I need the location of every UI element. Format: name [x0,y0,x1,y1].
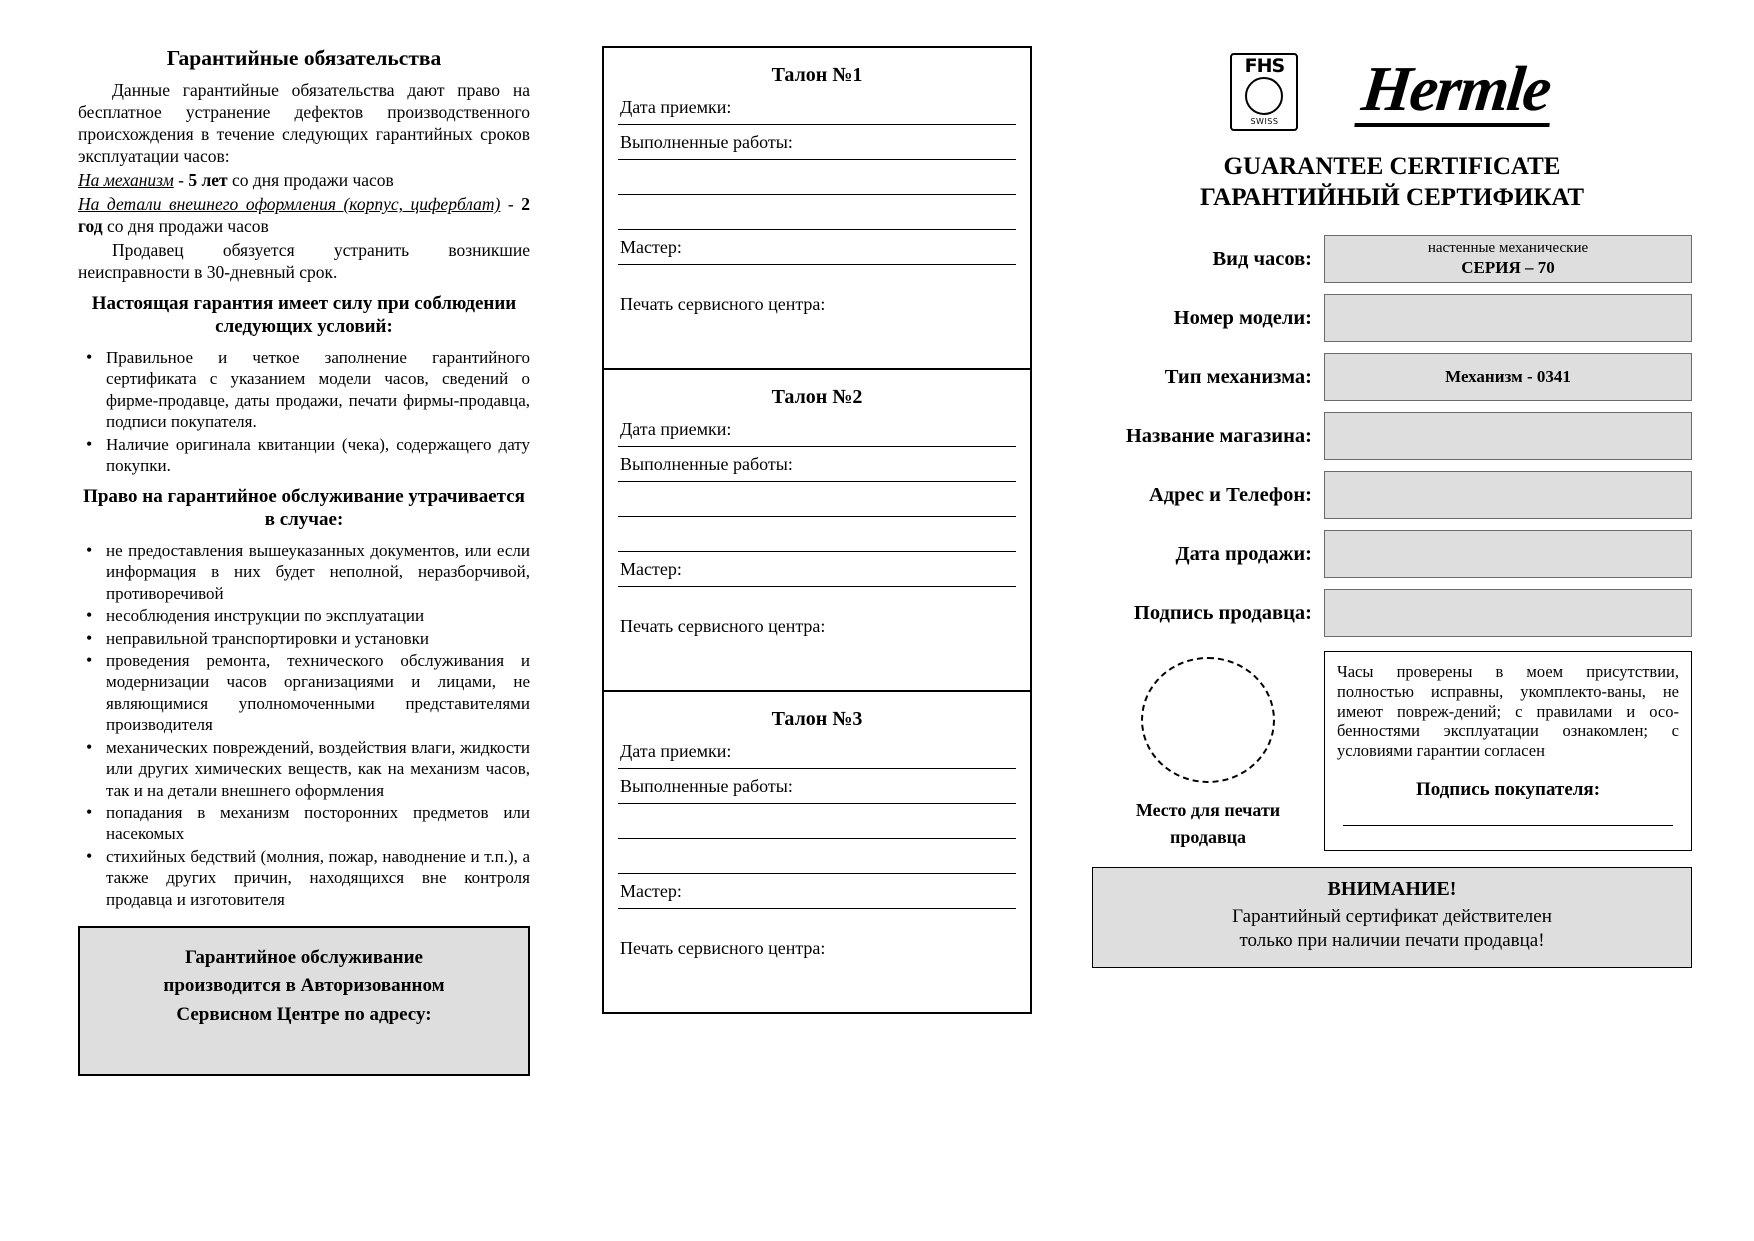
fhs-logo-subtext: SWISS [1250,117,1279,126]
field-model-number-value[interactable] [1324,294,1692,342]
hermle-brand-logo: Hermle [1355,57,1557,127]
logo-row [1092,46,1692,138]
warranty-term-movement [78,169,530,191]
term-movement-dash: - [173,170,189,191]
term-exterior-subject: На детали внешнего оформления (корпус, циферблат) [78,194,501,215]
coupon-2-works-label[interactable]: Выполненные работы: [618,454,1016,482]
field-clock-type-value[interactable] [1324,235,1692,283]
certificate-title-ru: ГАРАНТИЙНЫЙ СЕРТИФИКАТ [1199,183,1585,211]
certificate-column [1092,46,1692,1221]
list-item: • несоблюдения инструкции по эксплуатации [104,605,530,626]
coupon-2-date-field[interactable]: Дата приемки: [618,419,1016,447]
field-seller-signature [1092,589,1692,637]
attention-text-line-1: Гарантийный сертификат действителен [1232,906,1552,927]
field-address-phone [1092,471,1692,519]
coupon-3-master-field[interactable]: Мастер: [618,881,1016,909]
coupon-2 [602,370,1032,692]
seal-caption [1136,797,1280,851]
coupon-3 [602,692,1032,1014]
list-item: • попадания в механизм посторонних предметов или насекомых [104,802,530,845]
attention-text-line-2: только при наличии печати продавца! [1239,929,1545,951]
coupon-1 [602,46,1032,370]
coupon-1-works-line-2[interactable] [618,167,1016,195]
list-item: • не предоставления вышеуказанных документов, или если информация в них будет неполной, неразборчивой, противоречивой [104,540,530,604]
warranty-intro: Данные гарантийные обязательства дают право на бесплатное устранение дефектов производственного происхождения в течение следующих гарантийных сроков эксплуатации часов: [78,80,530,167]
field-address-phone-label: Адрес и Телефон: [1149,483,1312,506]
field-sale-date-value[interactable] [1324,530,1692,578]
coupon-1-works-line-3[interactable] [618,202,1016,230]
service-center-line-1: Гарантийное обслуживание [185,946,423,968]
list-item: • неправильной транспортировки и установки [104,628,530,649]
term-movement-period: 5 лет [188,170,228,191]
field-movement-type-value[interactable] [1324,353,1692,401]
conditions-list [78,347,530,476]
field-store-name [1092,412,1692,460]
coupon-3-works-line-3[interactable] [618,846,1016,874]
certificate-title-en: GUARANTEE CERTIFICATE [1223,153,1561,180]
field-movement-type [1092,353,1692,401]
coupon-3-title: Талон №3 [771,708,863,730]
coupon-3-works-label[interactable]: Выполненные работы: [618,776,1016,804]
service-center-line-3: Сервисном Центре по адресу: [176,1003,432,1025]
buyer-signature-line[interactable] [1343,809,1673,826]
coupon-2-works-line-2[interactable] [618,489,1016,517]
void-conditions-list [78,540,530,910]
list-item: • Наличие оригинала квитанции (чека), содержащего дату покупки. [104,434,530,477]
term-exterior-tail: со дня продажи часов [102,216,269,237]
coupon-1-date-field[interactable]: Дата приемки: [618,97,1016,125]
coupon-3-date-field[interactable]: Дата приемки: [618,741,1016,769]
field-address-phone-value[interactable] [1324,471,1692,519]
buyer-confirmation-box [1324,651,1692,851]
field-store-name-label: Название магазина: [1125,424,1312,447]
seller-seal-place [1092,651,1324,851]
seal-caption-line-2: продавца [1169,827,1247,847]
warranty-term-exterior [78,193,530,237]
coupon-1-seal-area[interactable]: Печать сервисного центра: [620,294,826,314]
attention-box [1092,867,1692,968]
coupon-2-master-field[interactable]: Мастер: [618,559,1016,587]
coupon-3-works-line-2[interactable] [618,811,1016,839]
coupon-1-works-label[interactable]: Выполненные работы: [618,132,1016,160]
field-seller-signature-value[interactable] [1324,589,1692,637]
coupon-2-seal-area[interactable]: Печать сервисного центра: [620,616,826,636]
warranty-title: Гарантийные обязательства [166,46,442,70]
field-model-number [1092,294,1692,342]
term-movement-subject: На механизм [78,170,174,191]
field-model-number-label: Номер модели: [1173,306,1312,329]
seller-obligation-text: Продавец обязуется устранить возникшие неисправности в 30-дневный срок. [78,240,530,283]
fhs-logo-text: FHS [1244,55,1285,77]
conditions-heading: Настоящая гарантия имеет силу при соблюдении следующих условий: [91,293,517,338]
field-clock-type [1092,235,1692,283]
service-center-line-2: производится в Авторизованном [163,975,445,997]
certificate-title [1092,152,1692,213]
void-heading: Право на гарантийное обслуживание утрачивается в случае: [83,486,525,531]
field-clock-type-label: Вид часов: [1212,247,1312,270]
coupon-1-master-field[interactable]: Мастер: [618,237,1016,265]
list-item: • стихийных бедствий (молния, пожар, наводнение и т.п.), а также других причин, находящихся вне контроля продавца и изготовителя [104,846,530,910]
fhs-logo-icon [1230,53,1298,131]
term-exterior-period: 2 год [78,194,530,237]
list-item: • проведения ремонта, технического обслуживания и модернизации часов организациями и лицами, не являющимися уполномоченными представителями производителя [104,650,530,736]
field-sale-date [1092,530,1692,578]
field-movement-type-value-big: Механизм - 0341 [1445,366,1571,386]
coupon-1-title: Талон №1 [771,64,863,86]
field-clock-type-value-big: СЕРИЯ – 70 [1461,257,1555,277]
term-exterior-dash: - [500,194,522,215]
bottom-area [1092,651,1692,851]
field-store-name-value[interactable] [1324,412,1692,460]
coupon-2-works-line-3[interactable] [618,524,1016,552]
warranty-obligations-column [40,46,540,1221]
list-item: • механических повреждений, воздействия влаги, жидкости или других химических веществ, как на механизм часов, так и на детали внешнего оформления [104,737,530,801]
buyer-signature-label: Подпись покупателя: [1415,778,1601,800]
attention-heading: ВНИМАНИЕ! [1327,878,1457,900]
coupon-3-seal-area[interactable]: Печать сервисного центра: [620,938,826,958]
seal-circle-icon[interactable] [1141,657,1275,783]
list-item: • Правильное и четкое заполнение гарантийного сертификата с указанием модели часов, сведений о фирме-продавце, даты продажи, печати фирмы-продавца, подписи покупателя. [104,347,530,433]
field-movement-type-label: Тип механизма: [1164,365,1312,388]
service-coupons-column [602,46,1032,1221]
field-seller-signature-label: Подпись продавца: [1133,601,1312,624]
service-center-box [78,926,530,1076]
buyer-confirmation-text: Часы проверены в моем присутствии, полностью исправны, укомплекто-ваны, не имеют повреж-дений; с правилами и осо-бенностями эксплуатации ознакомлен; с условиями гарантии согласен [1337,662,1679,761]
field-sale-date-label: Дата продажи: [1175,542,1312,565]
seal-caption-line-1: Место для печати [1135,800,1281,820]
fhs-circle-icon [1245,77,1283,115]
term-movement-tail: со дня продажи часов [227,170,394,191]
field-clock-type-value-small: настенные механические [1427,240,1589,257]
coupon-2-title: Талон №2 [771,386,863,408]
